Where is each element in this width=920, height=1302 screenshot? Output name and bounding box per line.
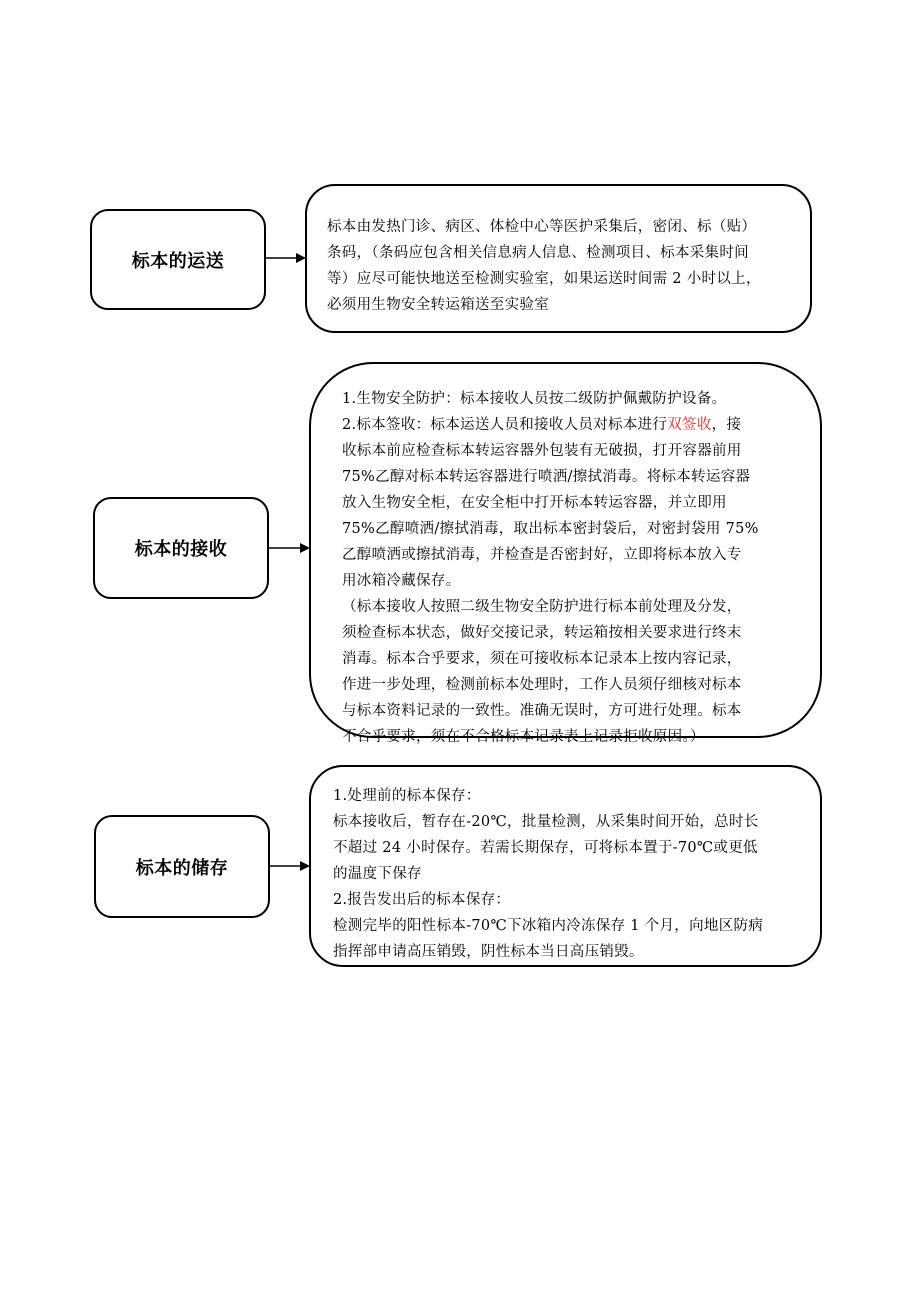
- content-line: 1.生物安全防护：标本接收人员按二级防护佩戴防护设备。: [342, 391, 727, 407]
- arrow-right-icon: [266, 250, 306, 266]
- content-line: 标本接收后，暂存在-20℃，批量检测，从采集时间开始，总时长: [333, 814, 759, 830]
- step-label-text: 标本的运送: [131, 250, 225, 272]
- content-line: （标本接收人按照二级生物安全防护进行标本前处理及分发，: [342, 599, 742, 615]
- step-label-transport: [90, 209, 266, 310]
- arrow-right-icon: [269, 540, 310, 556]
- content-line: 条码，（条码应包含相关信息病人信息、检测项目、标本采集时间: [327, 245, 749, 261]
- content-line: 必须用生物安全转运箱送至实验室: [327, 297, 549, 313]
- content-line: 指挥部申请高压销毁，阴性标本当日高压销毁。: [333, 944, 644, 960]
- content-line: 不合乎要求，须在不合格标本记录表上记录拒收原因。）: [342, 729, 705, 745]
- content-line-signoff: [342, 412, 796, 438]
- content-line: 75%乙醇对标本转运容器进行喷洒/擦拭消毒。将标本转运容器: [342, 469, 751, 485]
- content-line: 乙醇喷洒或擦拭消毒，并检查是否密封好，立即将标本放入专: [342, 547, 742, 563]
- step-label-storage: [94, 815, 270, 918]
- step-label-text: 标本的储存: [135, 857, 229, 879]
- content-line: 等）应尽可能快地送至检测实验室，如果运送时间需 2 小时以上，: [327, 271, 761, 287]
- content-line: 1.处理前的标本保存：: [333, 788, 481, 804]
- content-line: 2.报告发出后的标本保存：: [333, 892, 511, 908]
- content-line: 标本由发热门诊、病区、体检中心等医护采集后，密闭、标（贴）: [327, 219, 757, 235]
- content-line: 不超过 24 小时保存。若需长期保存，可将标本置于-70℃或更低: [333, 840, 758, 856]
- step-label-text: 标本的接收: [134, 539, 228, 560]
- content-line: 放入生物安全柜，在安全柜中打开标本转运容器，并立即用: [342, 495, 727, 511]
- step-content-receive: [309, 362, 822, 745]
- step-label-receive: [93, 497, 269, 599]
- content-line: 检测完毕的阳性标本-70℃下冰箱内冷冻保存 1 个月，向地区防病: [333, 918, 764, 934]
- content-line: 75%乙醇喷洒/擦拭消毒，取出标本密封袋后，对密封袋用 75%: [342, 521, 759, 537]
- content-text: ，接: [711, 417, 742, 433]
- content-line: 须检查标本状态，做好交接记录，转运箱按相关要求进行终末: [342, 625, 742, 641]
- double-signoff-highlight: 双签收: [667, 417, 712, 433]
- content-text: 2.标本签收：标本运送人员和接收人员对标本进行: [342, 417, 668, 433]
- content-line: 与标本资料记录的一致性。准确无误时，方可进行处理。标本: [342, 703, 742, 719]
- arrow-right-icon: [270, 858, 310, 874]
- content-line: 用冰箱冷藏保存。: [342, 573, 461, 589]
- step-content-transport: [305, 184, 812, 333]
- step-content-storage: [309, 765, 822, 967]
- content-line: 收标本前应检查标本转运容器外包装有无破损，打开容器前用: [342, 443, 742, 459]
- content-line: 的温度下保存: [333, 866, 422, 882]
- content-line: 作进一步处理，检测前标本处理时，工作人员须仔细核对标本: [342, 677, 742, 693]
- content-line: 消毒。标本合乎要求，须在可接收标本记录本上按内容记录，: [342, 651, 742, 667]
